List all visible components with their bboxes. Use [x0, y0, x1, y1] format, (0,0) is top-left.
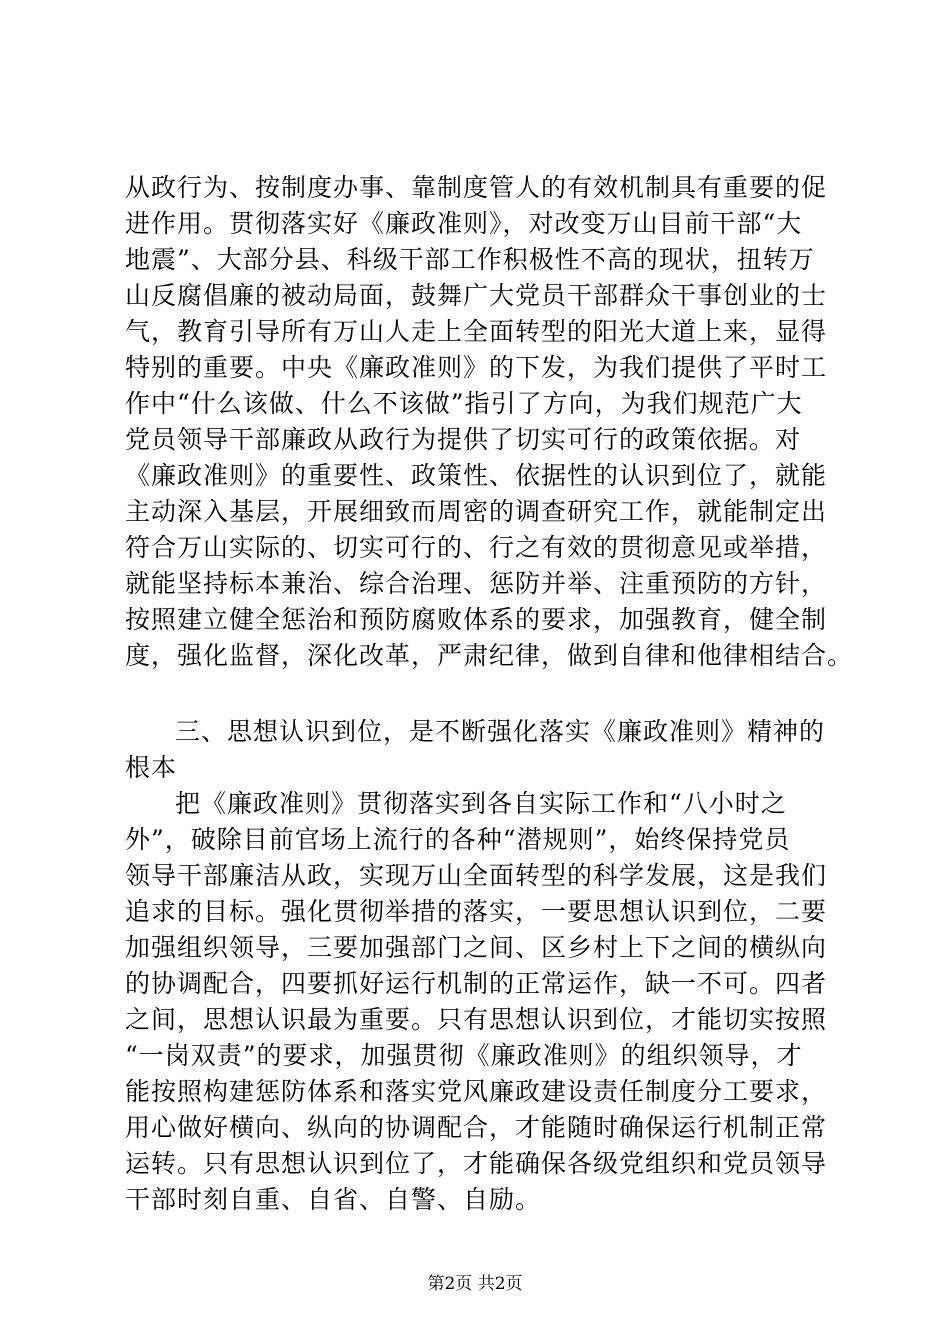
text-line: 的协调配合，四要抓好运行机制的正常运作，缺一不可。四者: [125, 969, 828, 998]
text-line: 运转。只有思想认识到位了，才能确保各级党组织和党员领导: [125, 1149, 828, 1178]
section-heading: [125, 714, 860, 786]
text-line: 作中“什么该做、什么不该做”指引了方向，为我们规范广大: [125, 389, 803, 418]
text-line: 《廉政准则》的重要性、政策性、依据性的认识到位了，就能: [125, 461, 828, 490]
heading-line: 根本: [125, 753, 178, 782]
text-line: 度，强化监督，深化改革，严肃纪律，做到自律和他律相结合。: [125, 641, 854, 670]
text-line: 特别的重要。中央《廉政准则》的下发，为我们提供了平时工: [125, 353, 828, 382]
paragraph-body: [125, 786, 860, 1218]
text-line: 气，教育引导所有万山人走上全面转型的阳光大道上来，显得: [125, 317, 828, 346]
text-line: 党员领导干部廉政从政行为提供了切实可行的政策依据。对: [125, 425, 802, 454]
text-line: 外”，破除目前官场上流行的各种“潜规则”，始终保持党员: [125, 825, 791, 854]
text-line: 符合万山实际的、切实可行的、行之有效的贯彻意见或举措，: [125, 533, 828, 562]
text-line: 主动深入基层，开展细致而周密的调查研究工作，就能制定出: [125, 497, 828, 526]
text-line: 从政行为、按制度办事、靠制度管人的有效机制具有重要的促: [125, 173, 828, 202]
text-line: 把《廉政准则》贯彻落实到各自实际工作和“八小时之: [175, 789, 787, 818]
text-line: 按照建立健全惩治和预防腐败体系的要求，加强教育，健全制: [125, 605, 828, 634]
paragraph-continuation: [125, 170, 860, 674]
text-line: 地震”、大部分县、科级干部工作积极性不高的现状，扭转万: [125, 245, 815, 274]
heading-line: 三、思想认识到位，是不断强化落实《廉政准则》精神的: [175, 717, 826, 746]
text-line: 进作用。贯彻落实好《廉政准则》，对改变万山目前干部“大: [125, 209, 803, 238]
text-line: 干部时刻自重、自省、自警、自励。: [125, 1185, 542, 1214]
text-line: 能按照构建惩防体系和落实党风廉政建设责任制度分工要求，: [125, 1077, 828, 1106]
text-line: 追求的目标。强化贯彻举措的落实，一要思想认识到位，二要: [125, 897, 828, 926]
text-line: “一岗双责”的要求，加强贯彻《廉政准则》的组织领导，才: [125, 1041, 803, 1070]
text-line: 加强组织领导，三要加强部门之间、区乡村上下之间的横纵向: [125, 933, 828, 962]
text-line: 山反腐倡廉的被动局面，鼓舞广大党员干部群众干事创业的士: [125, 281, 828, 310]
text-line: 领导干部廉洁从政，实现万山全面转型的科学发展，这是我们: [125, 861, 828, 890]
text-line: 之间，思想认识最为重要。只有思想认识到位，才能切实按照: [125, 1005, 828, 1034]
paragraph-spacer: [125, 674, 860, 714]
text-line: 用心做好横向、纵向的协调配合，才能随时确保运行机制正常: [125, 1113, 828, 1142]
page-footer: 第2页 共2页: [427, 1274, 523, 1294]
document-body: [125, 170, 860, 1218]
text-line: 就能坚持标本兼治、综合治理、惩防并举、注重预防的方针，: [125, 569, 828, 598]
